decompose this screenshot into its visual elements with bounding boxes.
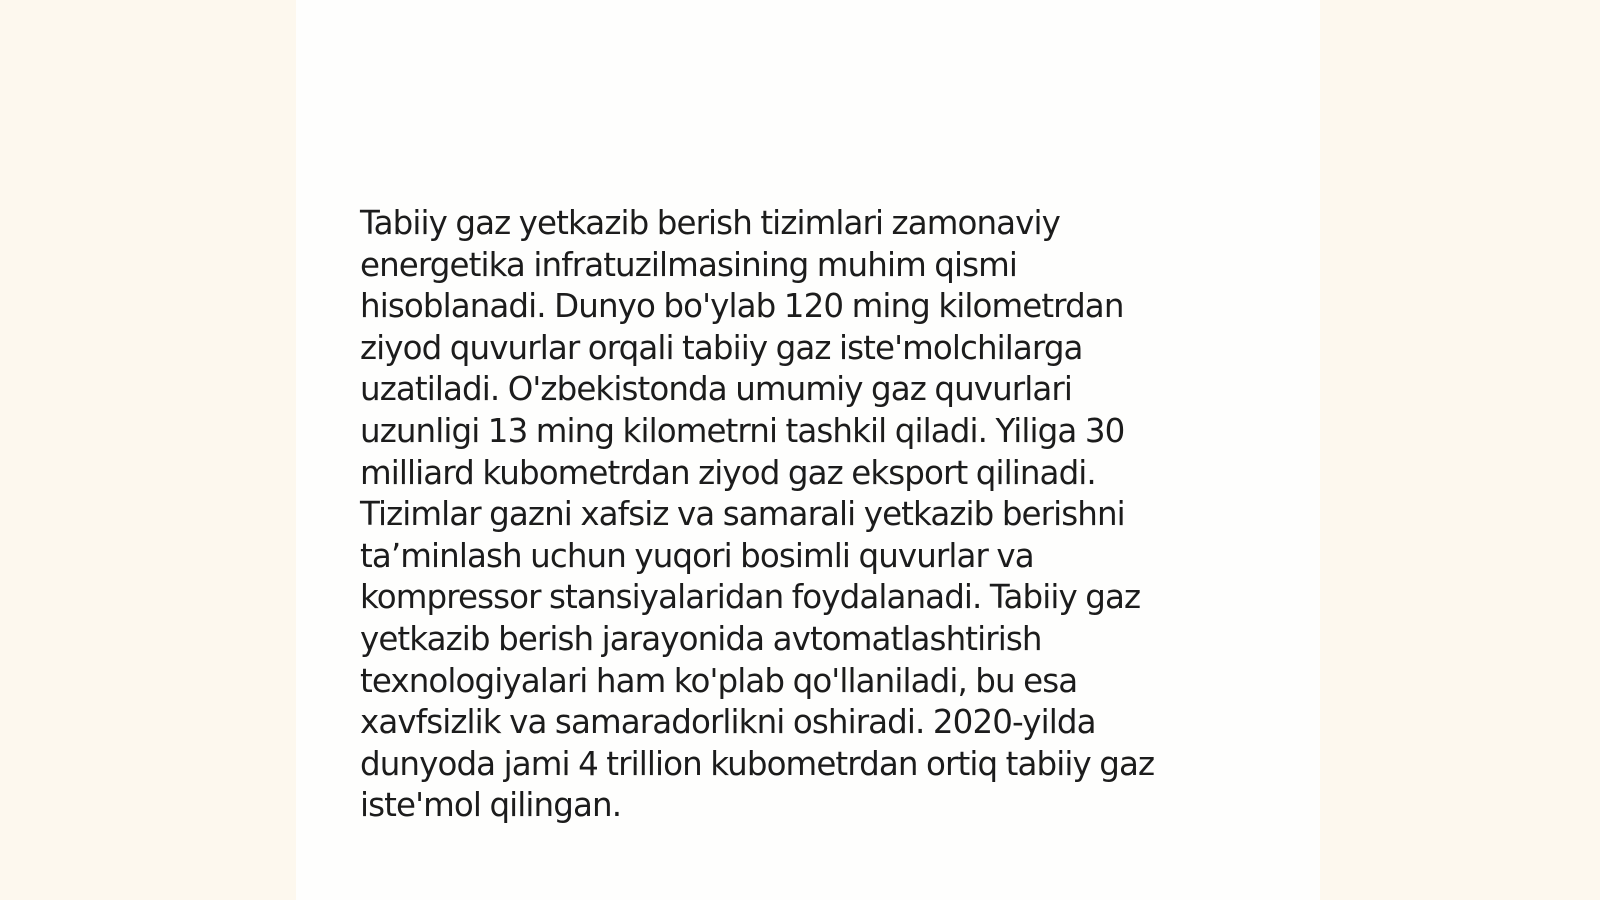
document-page [296, 0, 1320, 900]
body-paragraph: Tabiiy gaz yetkazib berish tizimlari zamonaviy energetika infratuzilmasining muhim qismi hisoblanadi. Dunyo bo'ylab 120 ming kilometrdan ziyod quvurlar orqali tabiiy gaz iste'molchilarga uzatiladi. O'zbekistonda umumiy gaz quvurlari uzunligi 13 ming kilometrni tashkil qiladi. Yiliga 30 milliard kubometrdan ziyod gaz eksport qilinadi. Tizimlar gazni xafsiz va samarali yetkazib berishni ta’minlash uchun yuqori bosimli quvurlar va kompressor stansiyalaridan foydalanadi. Tabiiy gaz yetkazib berish jarayonida avtomatlashtirish texnologiyalari ham ko'plab qo'llaniladi, bu esa xavfsizlik va samaradorlikni oshiradi. 2020-yilda dunyoda jami 4 trillion kubometrdan ortiq tabiiy gaz iste'mol qilingan. [360, 204, 1155, 825]
